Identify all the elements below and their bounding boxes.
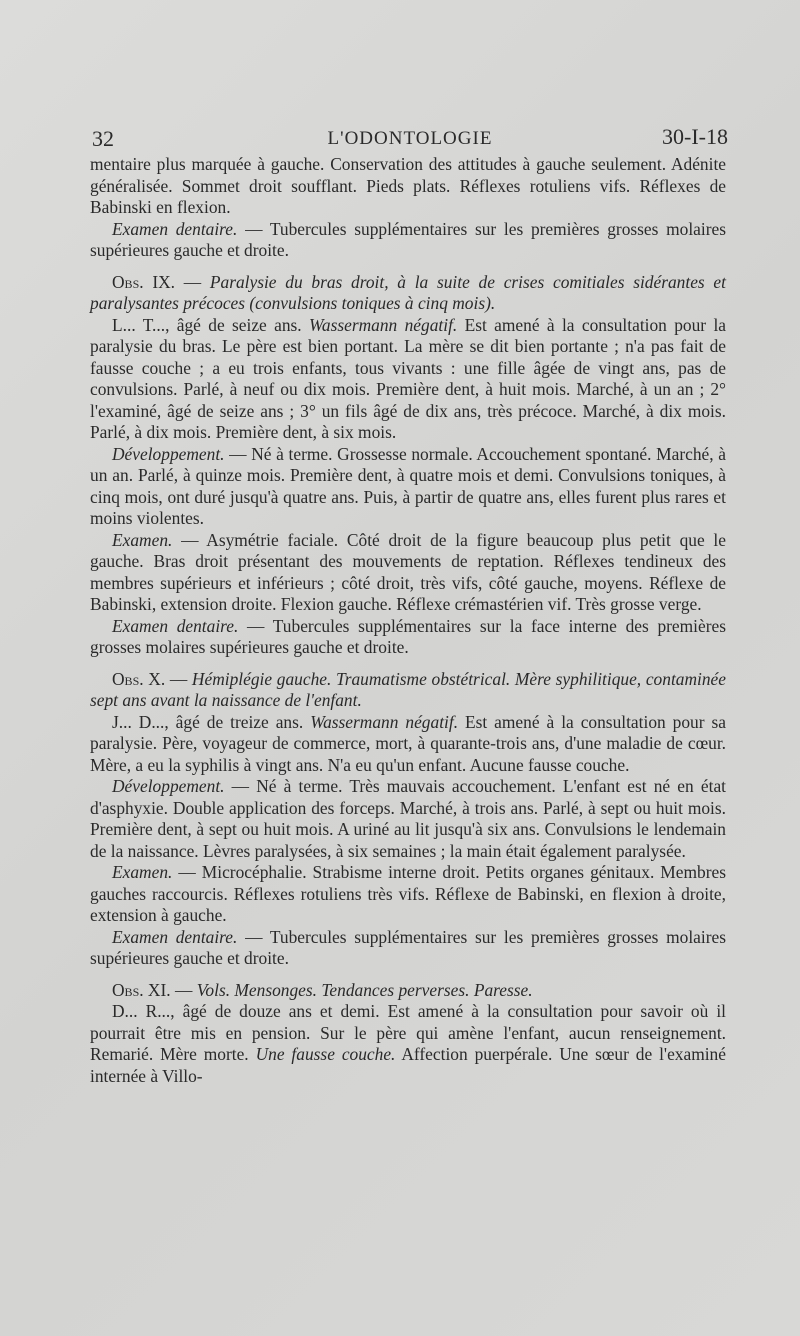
text-run: D... R..., âgé de douze ans et demi. Est amené à la consultation pour savoir où il pourrait être mis en pension. Sur le père qui amène l'enfant, aucun renseignement. Remarié. Mère morte. (90, 1001, 726, 1064)
italic-run: Une fausse couche. (255, 1044, 396, 1064)
italic-run: Examen dentaire. (112, 218, 238, 239)
italic-run: Wassermann négatif. (310, 711, 459, 732)
italic-run: Développement. (112, 443, 225, 464)
italic-run: Examen. (112, 862, 173, 882)
text-run: L... T..., âgé de seize ans. (112, 314, 309, 335)
italic-run: Vols. Mensonges. Tendances perverses. Paresse. (196, 979, 533, 1000)
italic-run: Examen. (112, 529, 173, 550)
observation-label: Obs. IX. (112, 271, 176, 292)
page-number: 32 (92, 126, 114, 151)
observation-label: Obs. X. (112, 668, 166, 689)
paragraph (90, 669, 726, 712)
text-run: J... D..., âgé de treize ans. (112, 711, 311, 732)
paragraph (90, 444, 726, 530)
text-run: — Tubercules supplémentaires sur les premières grosses molaires supérieures gauche et droite. (90, 218, 727, 260)
text-run: Affection puerpérale. Une sœur de l'examiné internée à Villo- (90, 1044, 726, 1086)
running-header (92, 120, 728, 150)
paragraph (90, 272, 726, 315)
paragraph (90, 616, 726, 659)
issue-date: 30-I-18 (662, 124, 728, 149)
text-run: Est amené à la consultation pour sa paralysie. Père, voyageur de commerce, mort, à quarante-trois ans, d'une maladie de cœur. Mère, a eu la syphilis à vingt ans. N'a eu qu'un enfant. Aucune fausse couche. (90, 711, 726, 775)
paragraph (90, 927, 726, 970)
paragraph (90, 315, 726, 444)
observation-label: Obs. XI. (112, 979, 171, 1000)
text-run: — Tubercules supplémentaires sur les premières grosses molaires supérieures gauche et droite. (90, 926, 727, 968)
paragraph (90, 530, 726, 616)
text-run: mentaire plus marquée à gauche. Conservation des attitudes à gauche seulement. Adénite généralisée. Sommet droit soufflant. Pieds plats. Réflexes rotuliens vifs. Réflexes de Babinski en flexion. (90, 154, 726, 217)
paragraph (90, 776, 726, 862)
paragraph (90, 1001, 726, 1087)
italic-run: Examen dentaire. (112, 615, 239, 636)
article-body (90, 154, 726, 1087)
text-run: — Microcéphalie. Strabisme interne droit. Petits organes génitaux. Membres gauches raccourcis. Réflexes rotuliens très vifs. Réflexe de Babinski, en flexion à droite, extension à gauche. (90, 862, 726, 925)
text-run: — Asymétrie faciale. Côté droit de la figure beaucoup plus petit que le gauche. Bras droit présentant des mouvements de reptation. Réflexes tendineux des membres supérieurs et inférieurs ; côté droit, très vifs, côté gauche, moyens. Réflexe de Babinski, extension droite. Flexion gauche. Réflexe crémastérien vif. Très grosse verge. (90, 529, 726, 614)
italic-run: Examen dentaire. (112, 926, 238, 947)
text-run: — Né à terme. Très mauvais accouchement. L'enfant est né en état d'asphyxie. Double application des forceps. Marché, à trois ans. Parlé, à sept ou huit mois. Première dent, à sept ou huit mois. A uriné au lit jusqu'à six ans. Convulsions le lendemain de la naissance. Lèvres paralysées, à six semaines ; la main était également paralysée. (90, 776, 726, 861)
text-run: — Tubercules supplémentaires sur la face interne des premières grosses molaires supérieures gauche et droite. (90, 615, 727, 657)
paragraph (90, 712, 726, 777)
text-run: — (175, 271, 210, 292)
paragraph (90, 980, 726, 1002)
text-run: — (165, 668, 192, 689)
text-run: — Né à terme. Grossesse normale. Accouchement spontané. Marché, à un an. Parlé, à quinze mois. Première dent, à quatre mois et demi. Convulsions toniques, à cinq mois, ont duré jusqu'à quatre ans. Puis, à partir de quatre ans, elles furent plus rares et moins violentes. (90, 443, 726, 528)
paragraph (90, 862, 726, 927)
italic-run: Wassermann négatif. (309, 314, 458, 335)
paragraph (90, 219, 726, 262)
text-run: Est amené à la consultation pour la paralysie du bras. Le père est bien portant. La mère se dit bien portante ; n'a pas fait de fausse couche ; a eu trois enfants, tous vivants : une fille âgée de vingt ans, pas de convulsions. Parlé, à neuf ou dix mois. Première dent, à huit mois. Marché, à un an ; 2° l'examiné, âgé de seize ans ; 3° un fils âgé de dix ans, très précoce. Marché, à dix mois. Parlé, à dix mois. Première dent, à six mois. (90, 314, 726, 442)
paragraph (90, 154, 726, 219)
text-run: — (170, 979, 197, 1000)
italic-run: Paralysie du bras droit, à la suite de crises comitiales sidérantes et paralysantes précoces (convulsions toniques à cinq mois). (90, 271, 726, 313)
journal-title: L'ODONTOLOGIE (327, 128, 493, 149)
italic-run: Développement. (112, 776, 225, 796)
italic-run: Hémiplégie gauche. Traumatisme obstétrical. Mère syphilitique, contaminée sept ans avant la naissance de l'enfant. (90, 668, 726, 710)
